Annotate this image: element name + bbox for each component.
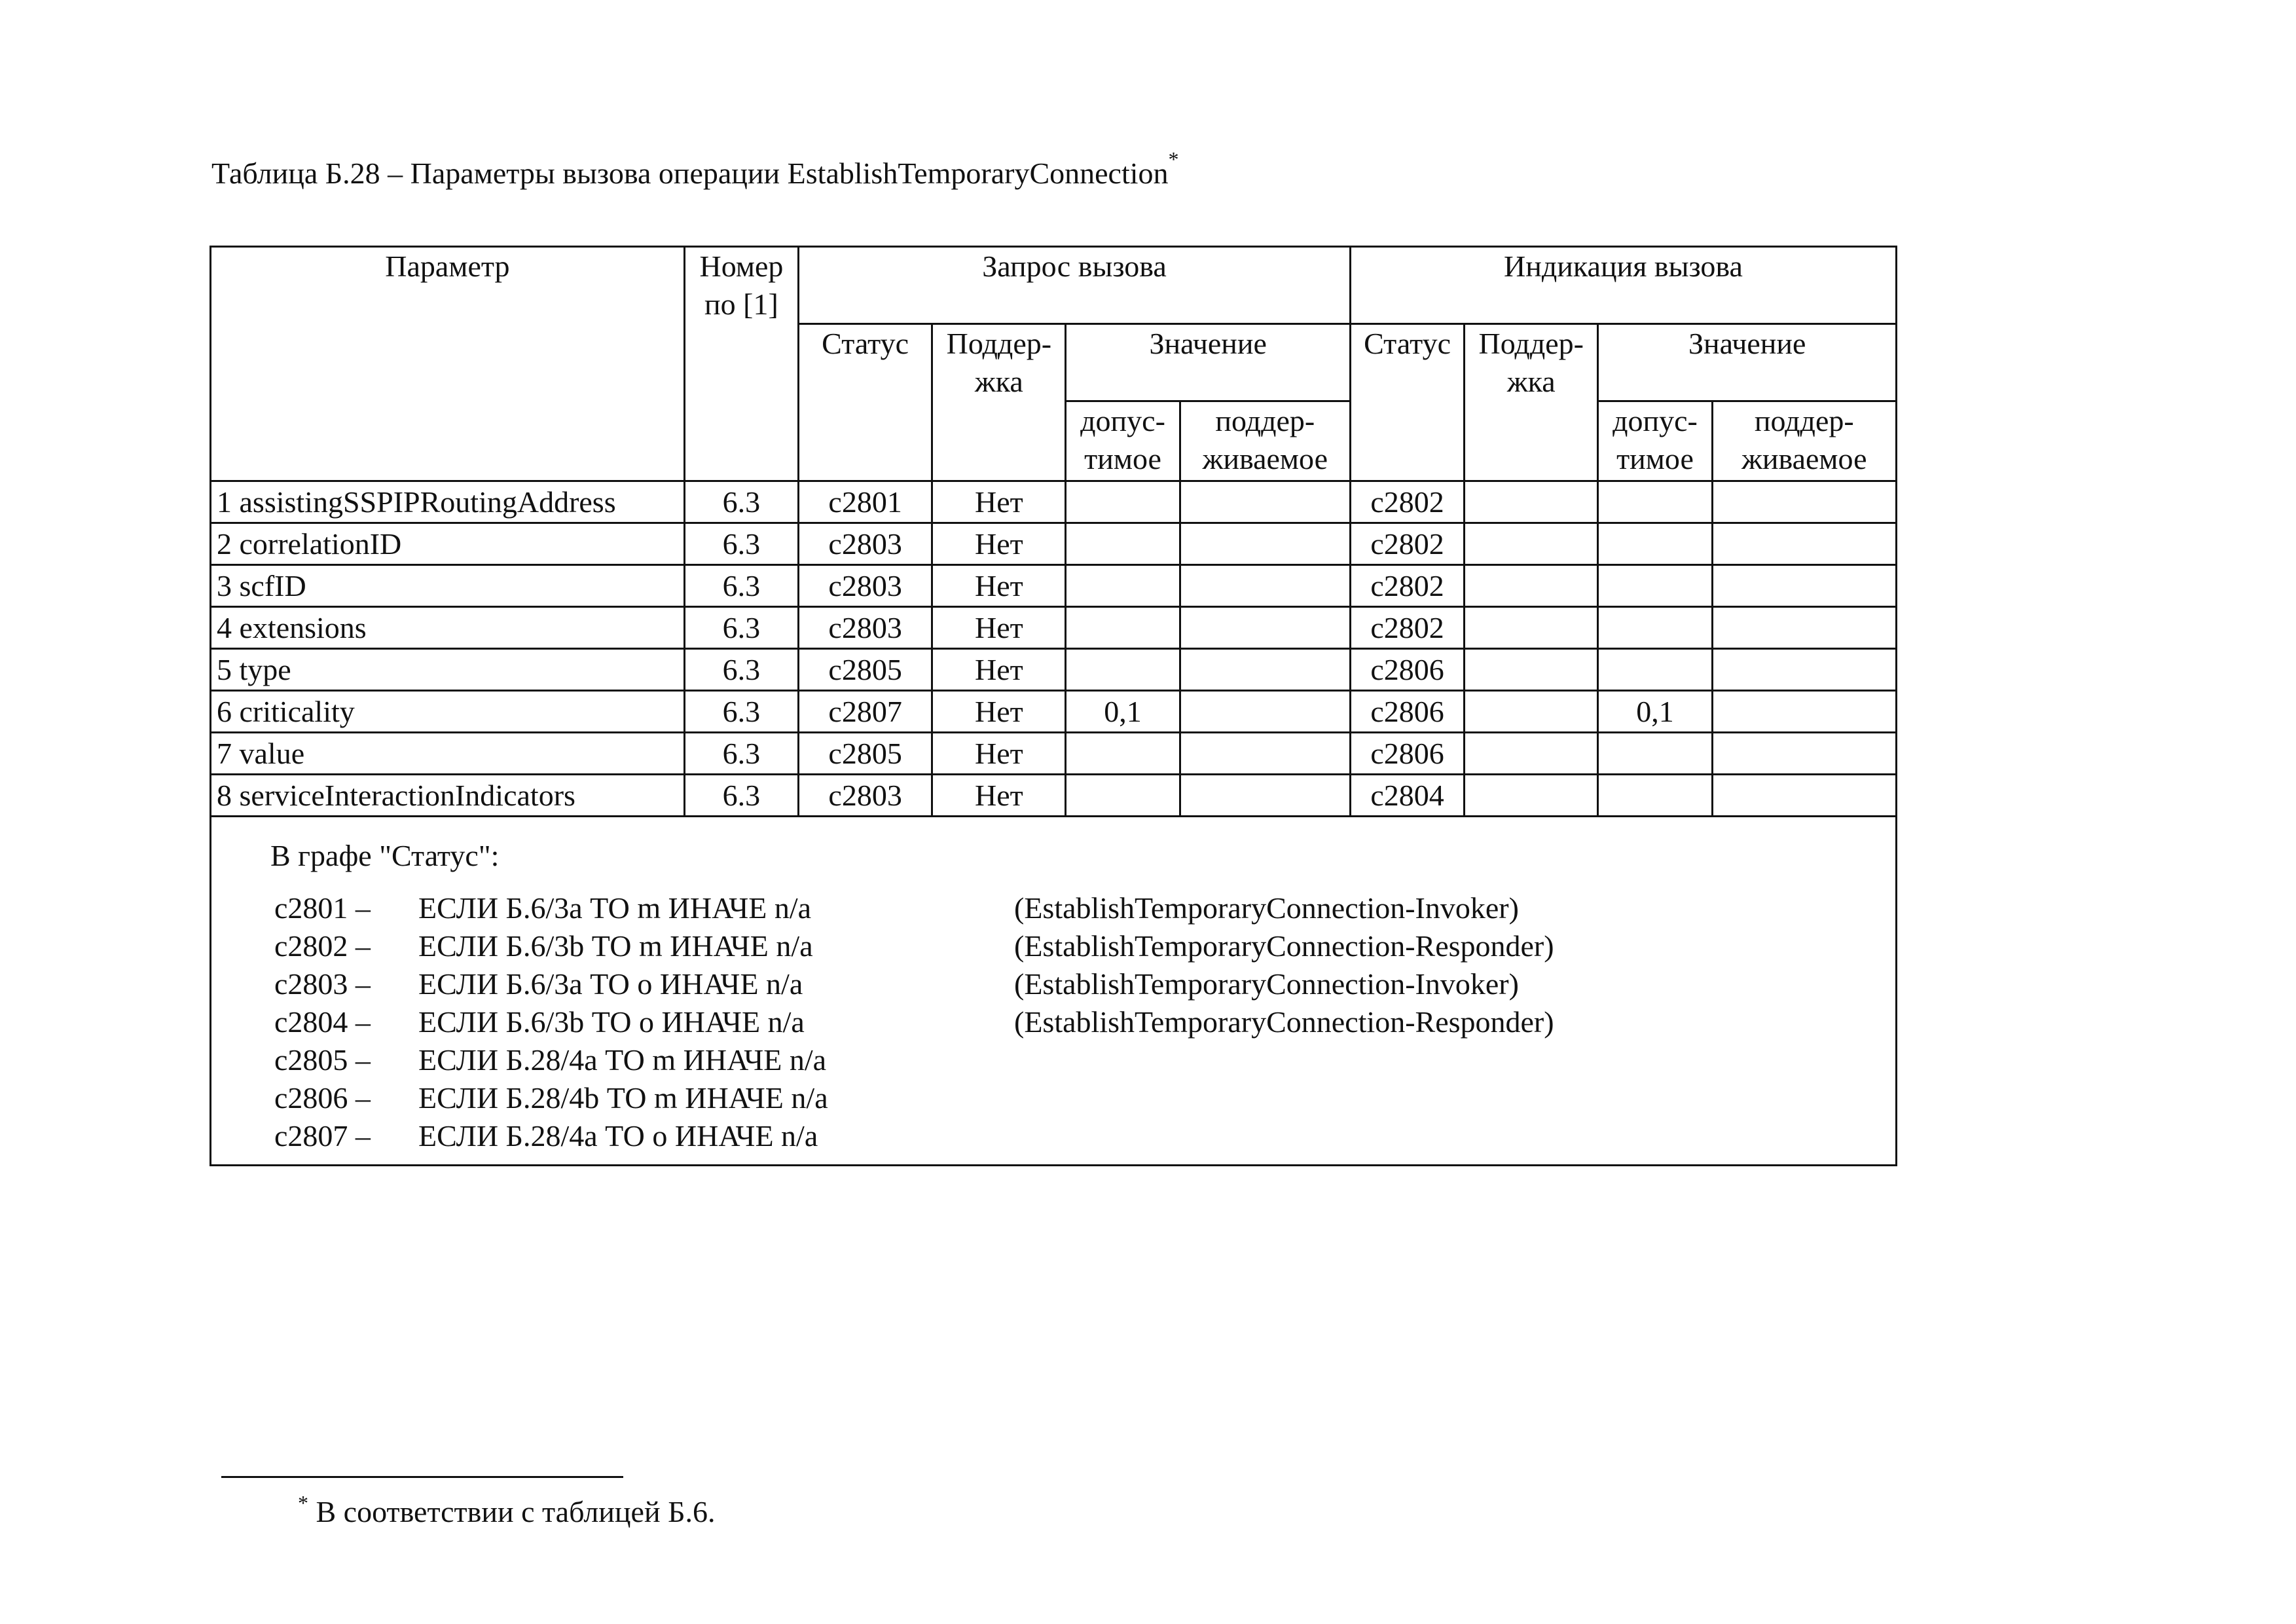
- cell-number: 6.3: [684, 565, 798, 607]
- cell-param: 4 extensions: [211, 607, 685, 649]
- cell-req-allowed: [1066, 523, 1180, 565]
- note-line: [211, 1041, 1895, 1079]
- note-condition: ЕСЛИ Б.6/3a ТО o ИНАЧЕ n/a: [418, 967, 803, 1001]
- header-req-support: Поддер-жка: [932, 324, 1066, 481]
- cell-ind-allowed: [1598, 565, 1712, 607]
- footnote-marker: *: [298, 1491, 308, 1515]
- cell-ind-status: c2806: [1350, 691, 1464, 733]
- cell-number: 6.3: [684, 691, 798, 733]
- cell-ind-supported: [1712, 607, 1896, 649]
- cell-ind-supported: [1712, 565, 1896, 607]
- header-request-group: Запрос вызова: [799, 247, 1351, 324]
- cell-req-supported: [1180, 481, 1350, 523]
- cell-ind-status: c2804: [1350, 775, 1464, 817]
- header-req-status: Статус: [799, 324, 932, 481]
- cell-param: 2 correlationID: [211, 523, 685, 565]
- cell-req-support: Нет: [932, 649, 1066, 691]
- cell-ind-support: [1465, 775, 1598, 817]
- cell-number: 6.3: [684, 733, 798, 775]
- cell-req-supported: [1180, 523, 1350, 565]
- cell-param: 1 assistingSSPIPRoutingAddress: [211, 481, 685, 523]
- cell-req-allowed: [1066, 481, 1180, 523]
- cell-req-support: Нет: [932, 481, 1066, 523]
- cell-ind-status: c2802: [1350, 523, 1464, 565]
- table-row: [211, 733, 1897, 775]
- cell-req-supported: [1180, 649, 1350, 691]
- cell-req-status: c2803: [799, 775, 932, 817]
- header-ind-value: Значение: [1598, 324, 1897, 401]
- cell-req-supported: [1180, 691, 1350, 733]
- cell-req-status: c2805: [799, 733, 932, 775]
- note-condition: ЕСЛИ Б.6/3b ТО o ИНАЧЕ n/a: [418, 1005, 805, 1039]
- header-parameter: Параметр: [211, 247, 685, 481]
- note-code: c2805 –: [274, 1043, 371, 1077]
- table-caption: [211, 147, 1179, 191]
- header-req-allowed: допус-тимое: [1066, 401, 1180, 481]
- table-row: [211, 607, 1897, 649]
- cell-ind-supported: [1712, 691, 1896, 733]
- note-line: [211, 1079, 1895, 1117]
- cell-req-allowed: [1066, 565, 1180, 607]
- cell-param: 3 scfID: [211, 565, 685, 607]
- note-role: (EstablishTemporaryConnection-Invoker): [1014, 891, 1519, 925]
- cell-req-allowed: 0,1: [1066, 691, 1180, 733]
- note-condition: ЕСЛИ Б.6/3a ТО m ИНАЧЕ n/a: [418, 891, 812, 925]
- cell-param: 6 criticality: [211, 691, 685, 733]
- header-ind-supported: поддер-живаемое: [1712, 401, 1896, 481]
- cell-req-status: c2801: [799, 481, 932, 523]
- parameters-table: [210, 246, 1897, 1166]
- header-ind-support: Поддер-жка: [1465, 324, 1598, 481]
- note-code: c2802 –: [274, 929, 371, 963]
- header-ind-status: Статус: [1350, 324, 1464, 481]
- note-line: [211, 965, 1895, 1003]
- header-req-value: Значение: [1066, 324, 1351, 401]
- note-role: (EstablishTemporaryConnection-Invoker): [1014, 967, 1519, 1001]
- table-row: [211, 523, 1897, 565]
- cell-ind-allowed: [1598, 523, 1712, 565]
- cell-param: 5 type: [211, 649, 685, 691]
- cell-req-allowed: [1066, 733, 1180, 775]
- note-line: [211, 1003, 1895, 1041]
- cell-number: 6.3: [684, 649, 798, 691]
- cell-number: 6.3: [684, 607, 798, 649]
- note-condition: ЕСЛИ Б.6/3b ТО m ИНАЧЕ n/a: [418, 929, 813, 963]
- note-code: c2804 –: [274, 1005, 371, 1039]
- cell-ind-allowed: [1598, 733, 1712, 775]
- footnote-text: В соответствии с таблицей Б.6.: [316, 1495, 716, 1528]
- footnote: [298, 1491, 716, 1529]
- cell-req-status: c2807: [799, 691, 932, 733]
- cell-ind-allowed: 0,1: [1598, 691, 1712, 733]
- table-row: [211, 691, 1897, 733]
- cell-ind-supported: [1712, 649, 1896, 691]
- note-code: c2803 –: [274, 967, 371, 1001]
- cell-ind-support: [1465, 733, 1598, 775]
- cell-ind-status: c2806: [1350, 733, 1464, 775]
- cell-ind-allowed: [1598, 481, 1712, 523]
- header-ind-allowed: допус-тимое: [1598, 401, 1712, 481]
- table-row: [211, 775, 1897, 817]
- cell-ind-supported: [1712, 523, 1896, 565]
- table-row: [211, 481, 1897, 523]
- header-indication-group: Индикация вызова: [1350, 247, 1896, 324]
- cell-req-support: Нет: [932, 523, 1066, 565]
- cell-req-status: c2803: [799, 607, 932, 649]
- note-line: [211, 927, 1895, 965]
- cell-req-status: c2803: [799, 565, 932, 607]
- cell-ind-allowed: [1598, 649, 1712, 691]
- cell-ind-support: [1465, 523, 1598, 565]
- cell-req-allowed: [1066, 607, 1180, 649]
- caption-text: Таблица Б.28 – Параметры вызова операции EstablishTemporaryConnection: [211, 157, 1169, 190]
- cell-req-supported: [1180, 733, 1350, 775]
- cell-req-support: Нет: [932, 691, 1066, 733]
- note-condition: ЕСЛИ Б.28/4a ТО m ИНАЧЕ n/a: [418, 1043, 827, 1077]
- cell-req-support: Нет: [932, 733, 1066, 775]
- cell-req-allowed: [1066, 775, 1180, 817]
- note-condition: ЕСЛИ Б.28/4a ТО o ИНАЧЕ n/a: [418, 1118, 818, 1153]
- cell-param: 7 value: [211, 733, 685, 775]
- cell-req-status: c2805: [799, 649, 932, 691]
- note-condition: ЕСЛИ Б.28/4b ТО m ИНАЧЕ n/a: [418, 1080, 828, 1115]
- note-code: c2806 –: [274, 1080, 371, 1115]
- cell-req-supported: [1180, 607, 1350, 649]
- note-role: (EstablishTemporaryConnection-Responder): [1014, 929, 1554, 963]
- cell-param: 8 serviceInteractionIndicators: [211, 775, 685, 817]
- header-req-supported: поддер-живаемое: [1180, 401, 1350, 481]
- cell-ind-support: [1465, 691, 1598, 733]
- footnote-separator: [221, 1476, 623, 1478]
- cell-req-support: Нет: [932, 775, 1066, 817]
- cell-ind-allowed: [1598, 607, 1712, 649]
- cell-req-allowed: [1066, 649, 1180, 691]
- cell-number: 6.3: [684, 775, 798, 817]
- note-line: [211, 889, 1895, 927]
- status-notes: [211, 817, 1897, 1166]
- cell-ind-status: c2802: [1350, 607, 1464, 649]
- cell-req-supported: [1180, 775, 1350, 817]
- cell-ind-supported: [1712, 733, 1896, 775]
- cell-ind-supported: [1712, 481, 1896, 523]
- cell-ind-supported: [1712, 775, 1896, 817]
- cell-ind-support: [1465, 607, 1598, 649]
- note-code: c2807 –: [274, 1118, 371, 1153]
- notes-title: В графе "Статус":: [270, 839, 500, 872]
- cell-number: 6.3: [684, 523, 798, 565]
- caption-footnote-marker: *: [1168, 147, 1179, 171]
- table-row: [211, 649, 1897, 691]
- cell-ind-support: [1465, 649, 1598, 691]
- cell-req-status: c2803: [799, 523, 932, 565]
- cell-ind-status: c2806: [1350, 649, 1464, 691]
- cell-ind-allowed: [1598, 775, 1712, 817]
- note-role: (EstablishTemporaryConnection-Responder): [1014, 1005, 1554, 1039]
- cell-req-support: Нет: [932, 565, 1066, 607]
- cell-ind-status: c2802: [1350, 565, 1464, 607]
- cell-req-supported: [1180, 565, 1350, 607]
- cell-number: 6.3: [684, 481, 798, 523]
- cell-ind-support: [1465, 481, 1598, 523]
- table-row: [211, 565, 1897, 607]
- note-code: c2801 –: [274, 891, 371, 925]
- note-line: [211, 1117, 1895, 1155]
- cell-req-support: Нет: [932, 607, 1066, 649]
- header-number: Номер по [1]: [684, 247, 798, 481]
- cell-ind-status: c2802: [1350, 481, 1464, 523]
- cell-ind-support: [1465, 565, 1598, 607]
